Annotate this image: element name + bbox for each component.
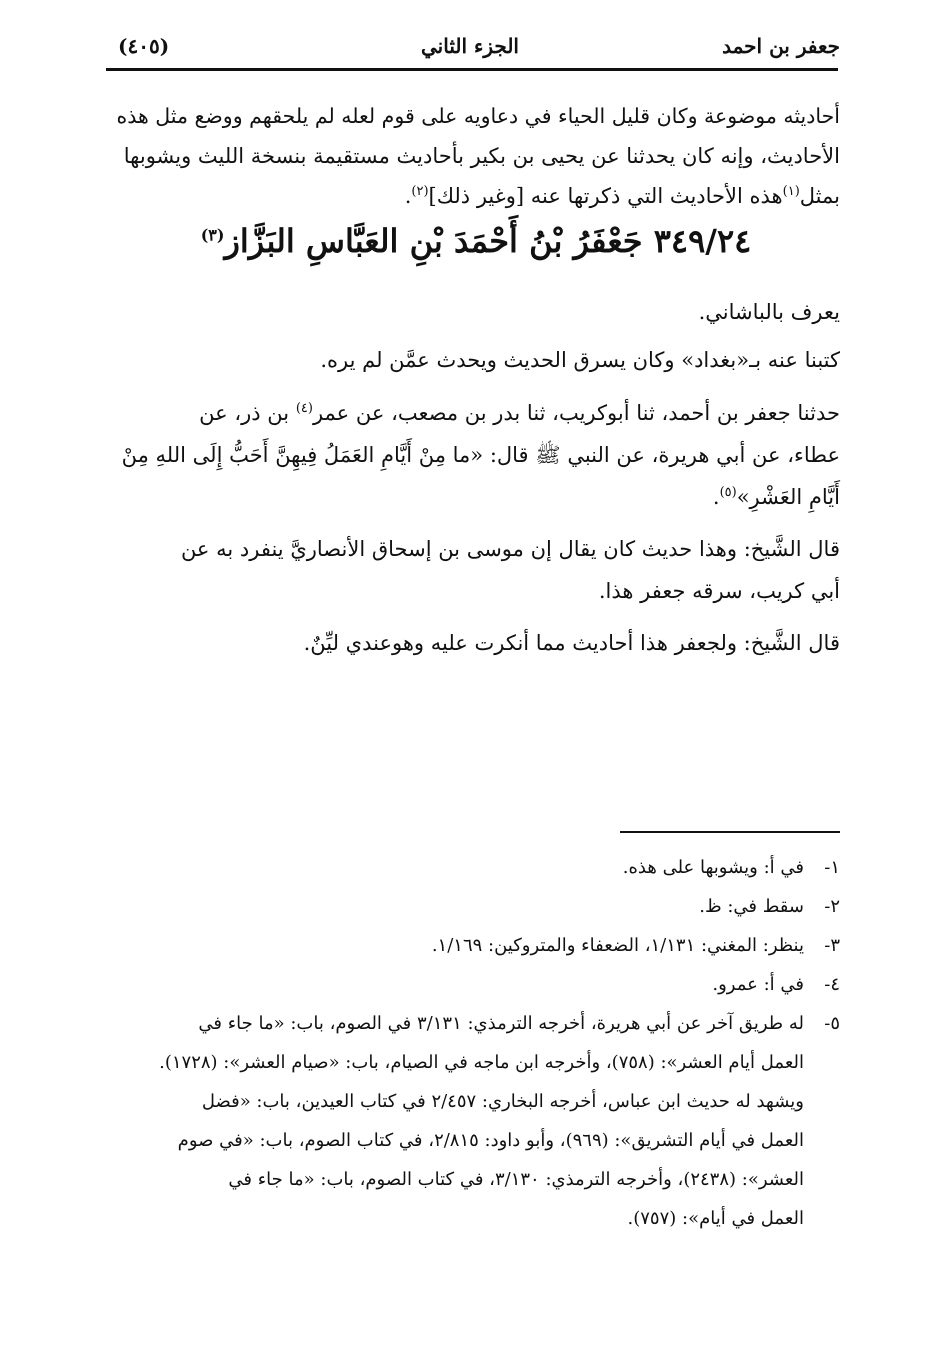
page-number: (٤٠٥): [118, 34, 170, 58]
footnote-4: [112, 965, 840, 1004]
intro-line-3-a: بمثل: [799, 184, 840, 208]
shaykh-comment-1-line-2: أبي كريب، سرقه جعفر هذا.: [598, 579, 840, 603]
footnote-text: [112, 887, 804, 926]
hadith-paragraph: [112, 392, 840, 518]
footnote-line: سقط في: ظ.: [699, 896, 804, 917]
header-rule: [106, 68, 838, 71]
intro-paragraph: [112, 96, 840, 216]
shaykh-comment-1: [112, 528, 840, 612]
hadith-line-1-b: بن ذر، عن: [199, 401, 296, 425]
shaykh-comment-2: [112, 622, 840, 664]
footnote-ref-2[interactable]: (٢): [411, 184, 429, 199]
footnote-1: [112, 848, 840, 887]
footnote-line: في أ: عمرو.: [712, 974, 804, 995]
footnote-number: ٥-: [824, 1013, 840, 1034]
hadith-line-1-a: حدثنا جعفر بن أحمد، ثنا أبوكريب، ثنا بدر بن مصعب، عن عمر: [312, 401, 840, 425]
wrote-from-paragraph: [112, 340, 840, 380]
footnote-text: [112, 926, 804, 965]
footnote-2: [112, 887, 840, 926]
biography-heading-text: ٣٤٩/٢٤ جَعْفَرُ بْنُ أَحْمَدَ بْنِ العَبَّاسِ البَزَّاز: [224, 222, 752, 260]
footnote-line: في أ: ويشوبها على هذه.: [622, 857, 804, 878]
hadith-line-3-b: .: [712, 485, 720, 509]
hadith-line-1: [112, 392, 840, 434]
footnote-line: العمل في أيام التشريق»: (٩٦٩)، وأبو داود: ٢/٨١٥، في كتاب الصوم، باب: «في صوم: [177, 1130, 804, 1151]
running-header-entry: جعفر بن احمد: [722, 34, 840, 58]
footnote-ref-3[interactable]: (٣): [200, 225, 225, 245]
footnote-line: العمل في أيام»: (٧٥٧).: [627, 1208, 804, 1229]
intro-line-1: أحاديثه موضوعة وكان قليل الحياء في دعاويه على قوم لعله لم يلحقهم ووضع مثل هذه: [116, 104, 840, 128]
intro-line-3: [112, 176, 840, 216]
footnote-ref-4[interactable]: (٤): [295, 401, 313, 416]
footnote-5: [112, 1004, 840, 1238]
footnote-number: ١-: [824, 857, 840, 878]
footnote-number: ٢-: [824, 896, 840, 917]
footnote-line: له طريق آخر عن أبي هريرة، أخرجه الترمذي: ٣/١٣١ في الصوم، باب: «ما جاء في: [198, 1013, 804, 1034]
footnote-separator: [620, 831, 840, 833]
intro-line-3-b: هذه الأحاديث التي ذكرتها عنه [وغير ذلك]: [428, 184, 783, 208]
footnote-line: ويشهد له حديث ابن عباس، أخرجه البخاري: ٢/٤٥٧ في كتاب العيدين، باب: «فضل: [201, 1091, 804, 1112]
known-as-paragraph: [112, 292, 840, 332]
hadith-line-2: عطاء، عن أبي هريرة، عن النبي ﷺ قال: «ما مِنْ أَيَّامِ العَمَلُ فِيهِنَّ أَحَبُّ إِلَى اللهِ مِنْ: [121, 443, 840, 467]
footnote-text: [112, 965, 804, 1004]
footnote-number: ٣-: [824, 935, 840, 956]
footnote-text: [112, 848, 804, 887]
intro-line-2: الأحاديث، وإنه كان يحدثنا عن يحيى بن بكير بأحاديث مستقيمة بنسخة الليث ويشوبها: [123, 144, 840, 168]
intro-line-3-c: .: [404, 184, 412, 208]
footnote-line: ينظر: المغني: ١/١٣١، الضعفاء والمتروكين: ١/١٦٩.: [431, 935, 804, 956]
footnote-text: [112, 1004, 804, 1238]
footnote-number: ٤-: [824, 974, 840, 995]
shaykh-comment-2-text: قال الشَّيخ: ولجعفر هذا أحاديث مما أنكرت عليه وهوعندي ليِّنٌ.: [303, 631, 840, 655]
footnote-ref-5[interactable]: (٥): [719, 485, 737, 500]
hadith-line-3: [112, 476, 840, 518]
wrote-from-text: كتبنا عنه بـ«بغداد» وكان يسرق الحديث ويحدث عمَّن لم يره.: [320, 348, 840, 372]
hadith-line-3-a: أَيَّامِ العَشْرِ»: [736, 485, 840, 509]
running-header-volume: الجزء الثاني: [421, 34, 519, 58]
footnote-3: [112, 926, 840, 965]
known-as-text: يعرف بالباشاني.: [698, 300, 840, 324]
biography-heading: [112, 222, 840, 260]
footnotes: [112, 848, 840, 1238]
shaykh-comment-1-line-1: قال الشَّيخ: وهذا حديث كان يقال إن موسى بن إسحاق الأنصاريَّ ينفرد به عن: [180, 537, 840, 561]
footnote-line: العشر»: (٢٤٣٨)، وأخرجه الترمذي: ٣/١٣٠، في كتاب الصوم، باب: «ما جاء في: [228, 1169, 804, 1190]
footnote-ref-1[interactable]: (١): [782, 184, 800, 199]
footnote-line: العمل أيام العشر»: (٧٥٨)، وأخرجه ابن ماجه في الصيام، باب: «صيام العشر»: (١٧٢٨).: [159, 1052, 804, 1073]
